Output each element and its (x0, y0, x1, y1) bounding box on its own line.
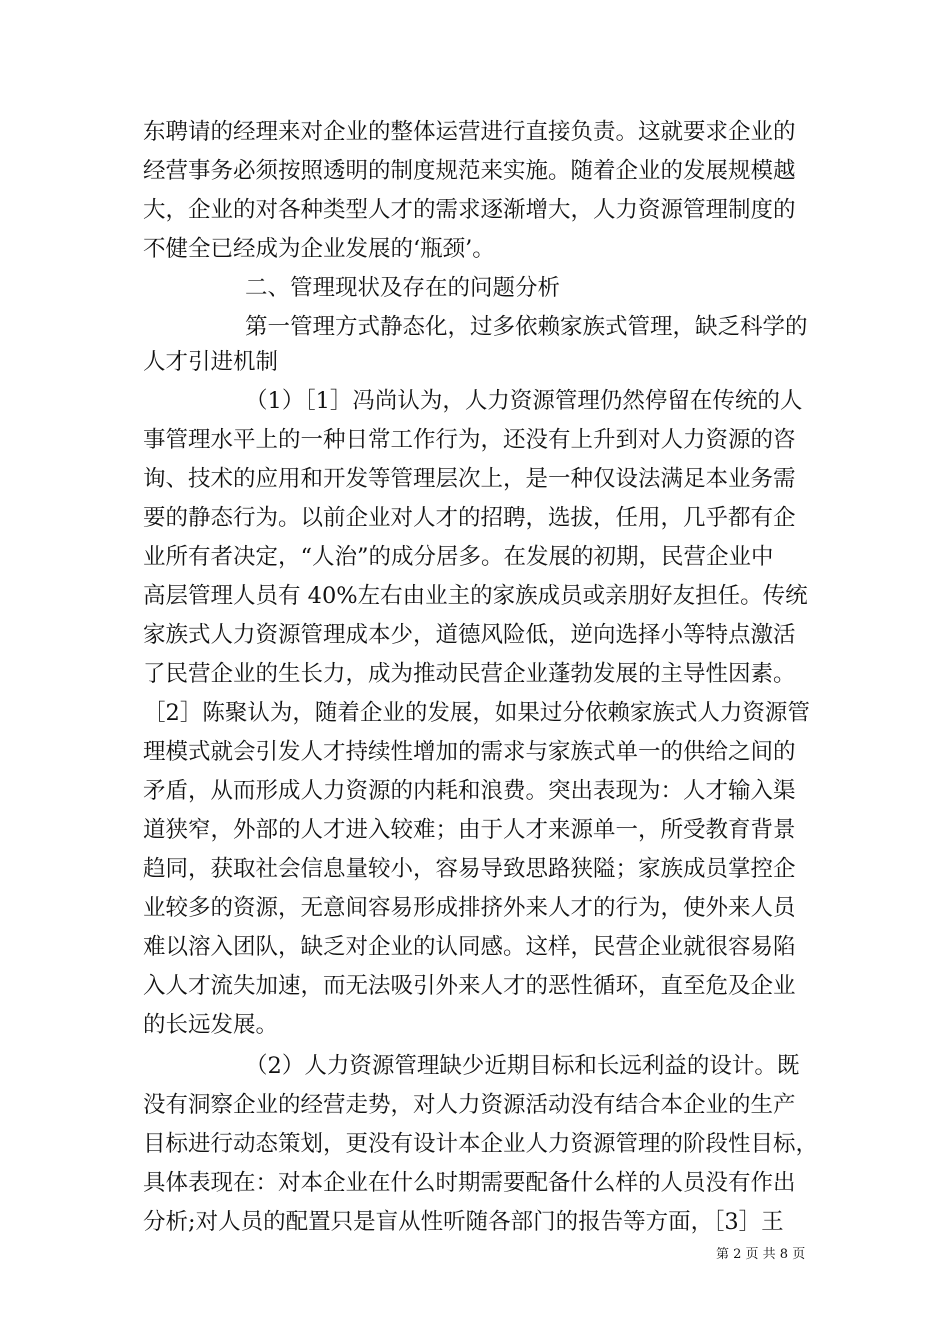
text-line-content: 要的静态行为。以前企业对人才的招聘，选拔，任用，几乎都有企 (143, 505, 796, 531)
text-line-content: 目标进行动态策划，更没有设计本企业人力资源管理的阶段性目标， (143, 1131, 819, 1157)
text-line-content: （2）人力资源管理缺少近期目标和长远利益的设计。既 (245, 1053, 800, 1079)
text-line-content: 东聘请的经理来对企业的整体运营进行直接负责。这就要求企业的 (143, 119, 796, 145)
text-line (0, 461, 950, 497)
text-line-content: 业较多的资源，无意间容易形成排挤外来人才的行为，使外来人员 (143, 895, 796, 921)
text-line (0, 1007, 950, 1043)
text-line (0, 422, 950, 458)
text-line-content: 难以溶入团队，缺乏对企业的认同感。这样，民营企业就很容易陷 (143, 934, 796, 960)
text-line-content: 入人才流失加速，而无法吸引外来人才的恶性循环，直至危及企业 (143, 973, 796, 999)
text-line (0, 617, 950, 653)
text-line-content: 理模式就会引发人才持续性增加的需求与家族式单一的供给之间的 (143, 739, 796, 765)
text-line-content: 事管理水平上的一种日常工作行为，还没有上升到对人力资源的咨 (143, 427, 796, 453)
text-line (0, 773, 950, 809)
text-line-content: 的长远发展。 (143, 1012, 279, 1038)
text-line-content: 道狭窄，外部的人才进入较难；由于人才来源单一，所受教育背景 (143, 817, 796, 843)
section-heading (0, 270, 950, 306)
text-line-content: 询、技术的应用和开发等管理层次上，是一种仅设法满足本业务需 (143, 466, 796, 492)
text-line (0, 114, 950, 150)
subheading-line (0, 309, 950, 345)
text-line (0, 968, 950, 1004)
text-line (0, 656, 950, 692)
text-line (0, 539, 950, 575)
text-line-content: 具体表现在：对本企业在什么时期需要配备什么样的人员没有作出 (143, 1170, 796, 1196)
text-line-content: 分析;对人员的配置只是盲从性听随各部门的报告等方面，［3］王 (143, 1209, 784, 1235)
text-line (0, 1048, 950, 1084)
text-line-content: 高层管理人员有 40%左右由业主的家族成员或亲朋好友担任。传统 (143, 583, 808, 609)
text-line-content: 业所有者决定，“人治”的成分居多。在发展的初期，民营企业中 (143, 544, 774, 570)
text-line-content: 了民营企业的生长力，成为推动民营企业蓬勃发展的主导性因素。 (143, 661, 796, 687)
page-footer (0, 1245, 950, 1265)
text-line (0, 153, 950, 189)
text-line (0, 1204, 950, 1240)
text-line-content: 没有洞察企业的经营走势，对人力资源活动没有结合本企业的生产 (143, 1092, 796, 1118)
text-line (0, 383, 950, 419)
text-line (0, 500, 950, 536)
text-line (0, 890, 950, 926)
page-number: 第 2 页 共 8 页 (716, 1247, 806, 1262)
text-line-content: 经营事务必须按照透明的制度规范来实施。随着企业的发展规模越 (143, 158, 796, 184)
section-heading-text: 二、管理现状及存在的问题分析 (245, 275, 561, 301)
subheading-text: 第一管理方式静态化，过多依赖家族式管理，缺乏科学的 (245, 314, 808, 340)
text-line (0, 578, 950, 614)
text-line (0, 812, 950, 848)
text-line-content: 不健全已经成为企业发展的‘瓶颈’。 (143, 236, 495, 262)
text-line-content: 趋同，获取社会信息量较小，容易导致思路狭隘；家族成员掌控企 (143, 856, 796, 882)
text-line (0, 851, 950, 887)
text-line-content: （1）［1］冯尚认为，人力资源管理仍然停留在传统的人 (245, 388, 803, 414)
text-line (0, 929, 950, 965)
text-line (0, 1087, 950, 1123)
text-line-content: 家族式人力资源管理成本少，道德风险低，逆向选择小等特点激活 (143, 622, 796, 648)
text-line (0, 734, 950, 770)
text-line-content: 矛盾，从而形成人力资源的内耗和浪费。突出表现为：人才输入渠 (143, 778, 796, 804)
text-line-content: 大，企业的对各种类型人才的需求逐渐增大，人力资源管理制度的 (143, 197, 796, 223)
text-line (0, 192, 950, 228)
subheading-text: 人才引进机制 (143, 349, 279, 375)
text-line-content: ［2］陈聚认为，随着企业的发展，如果过分依赖家族式人力资源管 (143, 700, 810, 726)
subheading-line (0, 344, 950, 380)
text-line (0, 1165, 950, 1201)
text-line (0, 231, 950, 267)
text-line (0, 1126, 950, 1162)
text-line (0, 695, 950, 731)
